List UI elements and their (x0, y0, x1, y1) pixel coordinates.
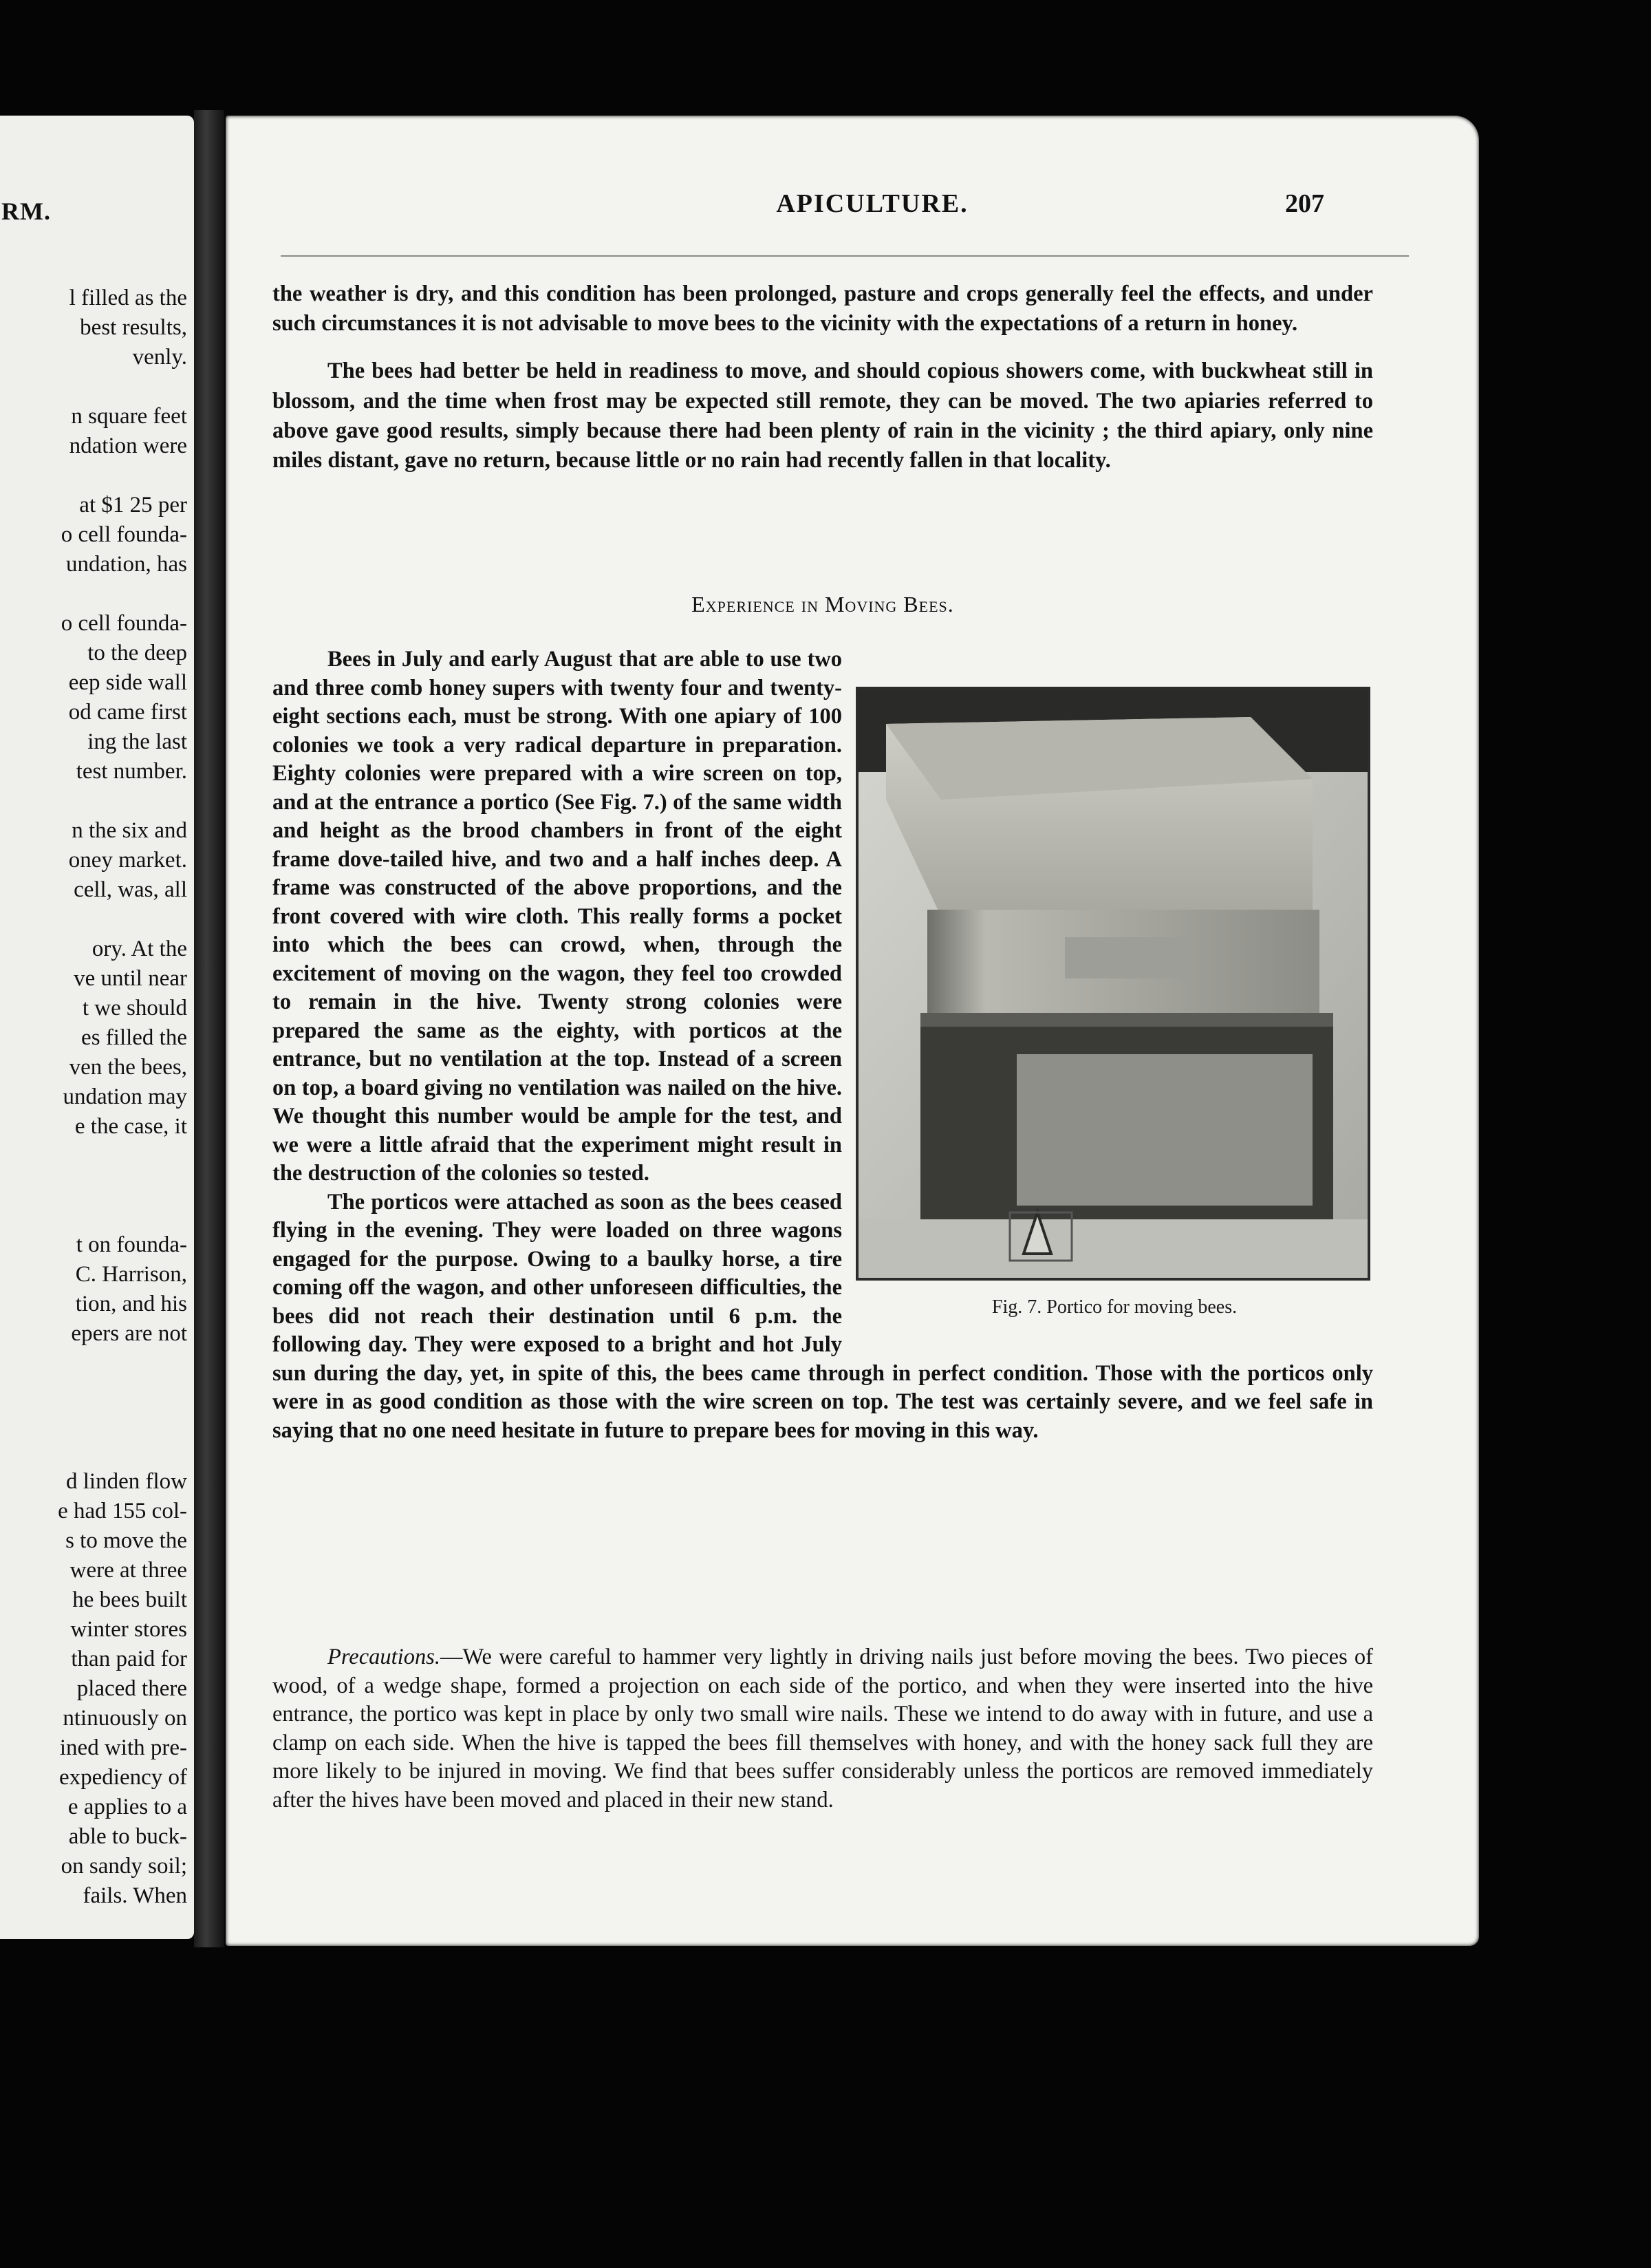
left-page-line: e applies to a (67, 1795, 187, 1819)
left-page-line: ing the last (87, 729, 187, 754)
precautions-paragraph (272, 1643, 1373, 1815)
left-page-line: on sandy soil; (61, 1854, 187, 1879)
main-column (272, 645, 1373, 1445)
left-page-line: o cell founda- (61, 611, 187, 636)
left-page-line: s to move the (65, 1528, 187, 1553)
left-page-line: placed there (76, 1676, 187, 1701)
paragraph-1: the weather is dry, and this condition has been prolonged, pasture and crops generally feel the effects, and under such circumstances it is not advisable to move bees to the vicinity with the expectations of a return in honey. (272, 281, 1373, 336)
left-page-line: able to buck- (68, 1824, 187, 1849)
section-heading: Experience in Moving Bees. (691, 592, 954, 617)
left-page-line: C. Harrison, (75, 1262, 187, 1287)
book-spine (194, 110, 224, 1947)
running-head (226, 189, 1479, 223)
precautions-label: Precautions. (327, 1645, 440, 1669)
precautions-text: —We were careful to hammer very lightly in driving nails just before moving the bees. Two pieces of wood, of a wedge shape, formed a projection on each side of the portico, and when they were inserted into the hive entrance, the portico was kept in place by only two small wire nails. These we intend to do away with in future, and use a clamp on each side. When the hive is tapped the bees fill themselves with honey, and with the honey sack full they are more likely to be injured in moving. We find that bees suffer considerably unless the porticos are removed immediately after the hives have been moved and placed in their new stand. (272, 1645, 1373, 1812)
left-page-line: o cell founda- (61, 522, 187, 547)
left-page-line: ven the bees, (69, 1055, 187, 1080)
left-page-line: n square feet (71, 404, 187, 429)
left-page-line: cell, was, all (74, 877, 187, 902)
left-page-line: at $1 25 per (79, 493, 187, 517)
left-page-line: fails. When (83, 1883, 187, 1908)
left-page-line: e the case, it (74, 1114, 187, 1139)
left-page-header: RM. (1, 197, 51, 225)
header-rule (281, 255, 1409, 257)
left-page-line: ined with pre- (59, 1735, 187, 1760)
paragraph-3b: The porticos were attached as soon as the bees ceased flying in the evening. They were loaded on three wagons engaged for the purpose. Owing to a baulky horse, a tire coming off the wagon, and other unforeseen difficulties, the bees did not reach their destination until 6 p.m. the following day. They were exposed to a bright and hot July sun during the day, yet, in spite of this, the bees came through in perfect condition. Those with the porticos only were in as good condition as those with the wire screen on top. The test was certainly severe, and we feel safe in saying that no one need hesitate in future to prepare bees for moving in this way. (272, 1189, 1373, 1443)
left-page-line: venly. (132, 345, 187, 370)
paragraph-3: Bees in July and early August that are able to use two and three comb honey supers with twenty four and twenty-eight sections each, must be strong. With one apiary of 100 colonies we took a very radical departure in preparation. Eighty colonies were prepared with a wire screen on top, and at the entrance a portico (See Fig. 7.) of the same width and height as the brood chambers in front of the eight frame dove-tailed hive, and two and a half inches deep. A frame was constructed of the above proportions, and the front covered with wire cloth. This really forms a pocket into which the bees can crowd, when, through the excitement of moving on the wagon, they feel too crowded to remain in the hive. Twenty strong colonies were prepared the same as the eighty, with porticos at the entrance, but no ventilation at the top. Instead of a screen on top, a board giving no ventilation was nailed on the hive. We thought this number would be ample for the test, and we were a little afraid that the experiment might result in the destruction of the colonies so tested. (272, 647, 842, 1186)
left-page-line: eep side wall (68, 670, 187, 695)
paragraph-2: The bees had better be held in readiness to move, and should copious showers come, with buckwheat still in blossom, and the time when frost may be expected still remote, they can be moved. The two apiaries referred to above gave good results, simply because there had been plenty of rain in the vicinity ; the third apiary, only nine miles distant, gave no return, because little or no rain had recently fallen in that locality. (272, 359, 1373, 473)
left-page-line: d linden flow (66, 1469, 187, 1494)
figure-7 (856, 687, 1373, 1334)
left-page-line: expediency of (59, 1765, 187, 1790)
page-number: 207 (1285, 189, 1324, 218)
left-page-line: oney market. (68, 848, 187, 873)
left-page-line: ndation were (69, 434, 187, 458)
left-page-line: t on founda- (76, 1232, 187, 1257)
left-page-line: ve until near (74, 966, 187, 991)
left-page-line: od came first (68, 700, 187, 725)
left-page-line: ory. At the (91, 937, 187, 961)
right-page (226, 116, 1479, 1946)
top-text (272, 279, 1373, 493)
left-page-line: ntinuously on (63, 1706, 187, 1731)
left-page-line: t we should (82, 996, 187, 1020)
left-page-line: epers are not (71, 1321, 187, 1346)
left-page-line: than paid for (71, 1647, 187, 1671)
hive-illustration (859, 689, 1368, 1278)
running-title: APICULTURE. (776, 189, 969, 218)
figure-caption: Fig. 7. Portico for moving bees. (991, 1296, 1238, 1318)
left-page-line: tion, and his (75, 1292, 187, 1316)
left-page-line: undation may (63, 1084, 187, 1109)
left-page-line: to the deep (87, 641, 187, 665)
left-page-line: test number. (76, 759, 187, 784)
hive-photo (856, 687, 1370, 1281)
left-page-line: were at three (69, 1558, 187, 1583)
left-page-line: he bees built (72, 1587, 187, 1612)
left-page-line: winter stores (70, 1617, 187, 1642)
left-page (0, 116, 194, 1939)
left-page-line: es filled the (81, 1025, 187, 1050)
left-page-line: n the six and (72, 818, 187, 843)
left-page-line: best results, (80, 315, 187, 340)
left-page-line: undation, has (66, 552, 187, 577)
left-page-line: e had 155 col- (58, 1499, 187, 1523)
left-page-line: l filled as the (69, 286, 187, 310)
